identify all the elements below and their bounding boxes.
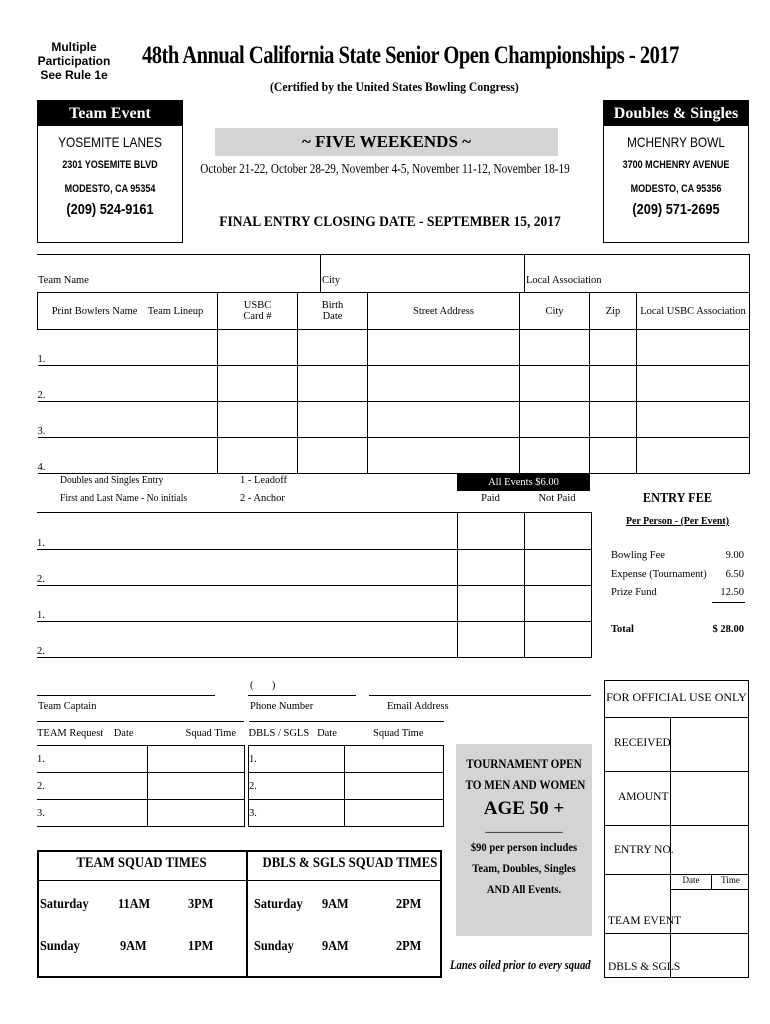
- paid-cell[interactable]: [457, 586, 524, 622]
- paid-cell[interactable]: [457, 513, 524, 550]
- official-received: RECEIVED: [614, 737, 671, 749]
- fee-prize-label: Prize Fund: [611, 587, 657, 598]
- col-lineup: Team Lineup: [147, 305, 204, 317]
- team-request-squad: Squad Time: [185, 728, 237, 739]
- doubles-entry-label: Doubles and Singles Entry: [60, 475, 164, 486]
- usbc-cell[interactable]: [218, 330, 298, 366]
- doubles-row-1[interactable]: 1.: [37, 513, 457, 550]
- team-name-label: Team Name: [38, 275, 89, 286]
- name-note: First and Last Name - No initials: [60, 493, 188, 504]
- local-cell[interactable]: [637, 366, 750, 402]
- usbc-cell[interactable]: [218, 366, 298, 402]
- col-print-name: Print Bowlers Name: [51, 305, 138, 317]
- zip-cell[interactable]: [590, 366, 637, 402]
- team-request-row-1[interactable]: 1.: [37, 746, 147, 773]
- dbls-squad-cell[interactable]: [345, 773, 444, 800]
- street-cell[interactable]: [368, 402, 520, 438]
- col-usbc-1: USBC: [243, 300, 272, 311]
- bowler-row-4[interactable]: 4.: [38, 438, 218, 474]
- paid-header: Paid: [481, 493, 500, 504]
- col-usbc: [218, 293, 298, 330]
- dbls-sun-t2: 2PM: [396, 939, 422, 954]
- not-paid-cell[interactable]: [524, 586, 591, 622]
- dbls-sun-day: Sunday: [254, 939, 294, 954]
- local-association-label: Local Association: [526, 275, 602, 286]
- team-squad-title: TEAM SQUAD TIMES: [76, 855, 207, 871]
- dbls-sat-t1: 9AM: [322, 897, 349, 912]
- zip-cell[interactable]: [590, 330, 637, 366]
- official-dbls: DBLS & SGLS: [608, 961, 681, 973]
- team-sat-t2: 3PM: [188, 897, 214, 912]
- dbls-sat-day: Saturday: [254, 897, 303, 912]
- fee-bowling-value: 9.00: [725, 550, 744, 561]
- doubles-row-3[interactable]: 1.: [37, 586, 457, 622]
- col-birth-1: Birth: [321, 300, 344, 311]
- doubles-singles-venue: MCHENRY BOWL: [626, 134, 726, 150]
- team-request-row-3[interactable]: 3.: [37, 800, 147, 827]
- doubles-singles-city: MODESTO, CA 95356: [630, 183, 722, 195]
- not-paid-cell[interactable]: [524, 550, 591, 586]
- zip-cell[interactable]: [590, 438, 637, 474]
- team-squad-cell[interactable]: [147, 800, 244, 827]
- official-entry-no: ENTRY NO.: [614, 844, 674, 856]
- multiple-line3: See Rule 1e: [40, 68, 108, 82]
- doubles-row-2[interactable]: 2.: [37, 550, 457, 586]
- doubles-table: [37, 512, 592, 658]
- fee-expense-value: 6.50: [725, 569, 744, 580]
- team-request-table: [37, 721, 245, 827]
- not-paid-header: Not Paid: [538, 493, 576, 504]
- dbls-request-date: Date: [317, 728, 337, 739]
- bowler-row-1[interactable]: 1.: [38, 330, 218, 366]
- team-event-city: MODESTO, CA 95354: [64, 183, 156, 195]
- five-weekends-banner: ~ FIVE WEEKENDS ~: [215, 128, 558, 156]
- local-cell[interactable]: [637, 330, 750, 366]
- city-cell[interactable]: [520, 402, 590, 438]
- phone-paren: ( ): [250, 680, 276, 691]
- team-request-header: [37, 722, 244, 746]
- team-event-label: Team Event: [38, 101, 182, 126]
- col-zip: Zip: [590, 293, 637, 330]
- col-city: City: [520, 293, 590, 330]
- dbls-squad-title: DBLS & SGLS SQUAD TIMES: [262, 855, 438, 871]
- page-title: 48th Annual California State Senior Open Championships - 2017: [142, 42, 679, 69]
- promo-divider: ______________: [485, 822, 563, 834]
- col-usbc-2: Card #: [243, 311, 272, 322]
- street-cell[interactable]: [368, 330, 520, 366]
- not-paid-cell[interactable]: [524, 622, 591, 658]
- all-events-header: All Events $6.00: [457, 474, 590, 491]
- tournament-dates: October 21-22, October 28-29, November 4-5, November 11-12, November 18-19: [200, 162, 570, 177]
- promo-box: [456, 744, 592, 936]
- page-subtitle: (Certified by the United States Bowling Congress): [270, 79, 519, 94]
- team-sun-t2: 1PM: [188, 939, 214, 954]
- doubles-singles-box: [603, 100, 749, 243]
- phone-number-label[interactable]: Phone Number: [250, 701, 314, 712]
- col-local: Local USBC Association: [637, 293, 750, 330]
- birth-cell[interactable]: [298, 438, 368, 474]
- promo-price2: Team, Doubles, Singles: [472, 861, 576, 875]
- entry-fee-title: ENTRY FEE: [642, 491, 713, 506]
- team-sat-day: Saturday: [40, 897, 89, 912]
- team-city-label: City: [322, 275, 341, 286]
- street-cell[interactable]: [368, 366, 520, 402]
- leadoff-label: 1 - Leadoff: [240, 475, 288, 486]
- dbls-sat-t2: 2PM: [396, 897, 422, 912]
- team-event-phone: (209) 524-9161: [66, 201, 154, 218]
- closing-date: FINAL ENTRY CLOSING DATE - SEPTEMBER 15, 2017: [219, 214, 561, 230]
- lanes-oiled-note: Lanes oiled prior to every squad: [450, 957, 591, 972]
- doubles-singles-address: 3700 MCHENRY AVENUE: [622, 159, 730, 171]
- dbls-request-row-2[interactable]: 2.: [249, 773, 345, 800]
- official-date: Date: [682, 875, 700, 885]
- city-cell[interactable]: [520, 438, 590, 474]
- team-squad-cell[interactable]: [147, 773, 244, 800]
- city-cell[interactable]: [520, 330, 590, 366]
- team-request-label: TEAM Request: [37, 728, 104, 739]
- paid-cell[interactable]: [457, 550, 524, 586]
- not-paid-cell[interactable]: [524, 513, 591, 550]
- team-request-row-2[interactable]: 2.: [37, 773, 147, 800]
- doubles-row-4[interactable]: 2.: [37, 622, 457, 658]
- anchor-label: 2 - Anchor: [240, 493, 285, 504]
- bowler-row-3[interactable]: 3.: [38, 402, 218, 438]
- city-cell[interactable]: [520, 366, 590, 402]
- team-squad-cell[interactable]: [147, 746, 244, 773]
- fee-bowling-label: Bowling Fee: [611, 550, 665, 561]
- birth-cell[interactable]: [298, 366, 368, 402]
- doubles-singles-phone: (209) 571-2695: [632, 201, 720, 218]
- dbls-squad-cell[interactable]: [345, 746, 444, 773]
- fee-prize-value: 12.50: [720, 587, 744, 598]
- bowler-row-2[interactable]: 2.: [38, 366, 218, 402]
- promo-price3: AND All Events.: [486, 882, 562, 896]
- street-cell[interactable]: [368, 438, 520, 474]
- official-time: Time: [721, 875, 740, 885]
- birth-cell[interactable]: [298, 330, 368, 366]
- dbls-request-squad: Squad Time: [373, 728, 424, 739]
- dbls-request-header: [249, 722, 444, 746]
- multiple-participation-note: [34, 40, 114, 82]
- team-sun-t1: 9AM: [120, 939, 147, 954]
- dbls-request-row-3[interactable]: 3.: [249, 800, 345, 827]
- multiple-line2: Participation: [37, 54, 111, 68]
- zip-cell[interactable]: [590, 402, 637, 438]
- col-name-lineup: [38, 293, 218, 330]
- team-captain-label[interactable]: Team Captain: [38, 701, 97, 712]
- dbls-request-table: [248, 721, 444, 827]
- fee-total-value: $ 28.00: [712, 624, 744, 635]
- team-event-address: 2301 YOSEMITE BLVD: [62, 159, 158, 171]
- local-cell[interactable]: [637, 402, 750, 438]
- usbc-cell[interactable]: [218, 438, 298, 474]
- team-event-venue: YOSEMITE LANES: [58, 134, 162, 150]
- fee-total-label: Total: [611, 624, 634, 635]
- birth-cell[interactable]: [298, 402, 368, 438]
- paid-cell[interactable]: [457, 622, 524, 658]
- local-cell[interactable]: [637, 438, 750, 474]
- team-sun-day: Sunday: [40, 939, 80, 954]
- fee-expense-label: Expense (Tournament): [611, 569, 707, 580]
- col-birth-2: Date: [322, 311, 343, 322]
- promo-line1: TOURNAMENT OPEN: [466, 756, 582, 771]
- col-birth: [298, 293, 368, 330]
- promo-age: AGE 50 +: [483, 798, 565, 819]
- email-label[interactable]: Email Address: [387, 701, 449, 712]
- official-title: FOR OFFICIAL USE ONLY: [606, 690, 747, 704]
- bowlers-table: [37, 292, 750, 474]
- official-amount: AMOUNT: [618, 791, 669, 803]
- entry-fee-subtitle: Per Person - (Per Event): [625, 515, 729, 527]
- team-sat-t1: 11AM: [118, 897, 151, 912]
- team-request-date: Date: [113, 728, 134, 739]
- usbc-cell[interactable]: [218, 402, 298, 438]
- dbls-sun-t1: 9AM: [322, 939, 349, 954]
- promo-line2: TO MEN AND WOMEN: [465, 777, 586, 792]
- promo-price1: $90 per person includes: [470, 840, 578, 854]
- multiple-line1: Multiple: [51, 40, 97, 54]
- col-street: Street Address: [368, 293, 520, 330]
- official-team-event: TEAM EVENT: [608, 915, 682, 927]
- dbls-request-row-1[interactable]: 1.: [249, 746, 345, 773]
- dbls-request-label: DBLS / SGLS: [248, 728, 310, 739]
- dbls-squad-cell[interactable]: [345, 800, 444, 827]
- team-event-box: [37, 100, 183, 243]
- doubles-singles-label: Doubles & Singles: [604, 101, 748, 126]
